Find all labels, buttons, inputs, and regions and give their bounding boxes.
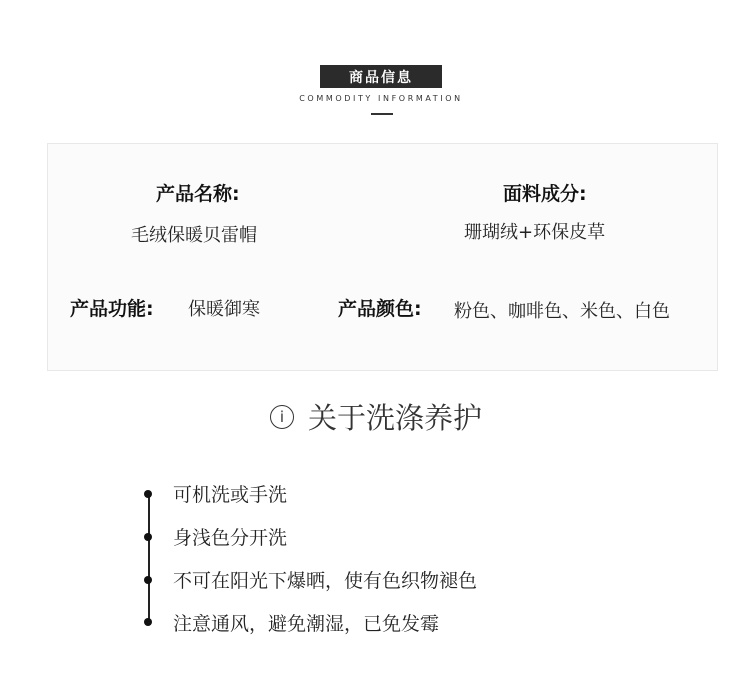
care-item: 不可在阳光下爆晒，使有色织物褪色 — [173, 570, 478, 592]
title-divider — [371, 113, 393, 115]
product-name-label: 产品名称: — [156, 183, 240, 205]
bullet-dot — [144, 490, 152, 498]
function-value: 保暖御寒 — [188, 299, 260, 320]
info-circle-icon: i — [270, 405, 294, 429]
care-item: 可机洗或手洗 — [173, 484, 288, 506]
bullet-dot — [144, 533, 152, 541]
care-item: 身浅色分开洗 — [173, 527, 288, 549]
section-subtitle: COMMODITY INFORMATION — [299, 94, 463, 103]
care-item: 注意通风，避免潮湿，已免发霉 — [173, 613, 440, 635]
care-heading — [270, 396, 482, 437]
material-label: 面料成分: — [503, 183, 587, 205]
care-timeline-line — [148, 494, 150, 622]
section-title-badge — [320, 65, 442, 88]
color-label: 产品颜色: — [338, 298, 422, 320]
product-name-value: 毛绒保暖贝雷帽 — [131, 225, 257, 246]
bullet-dot — [144, 576, 152, 584]
care-title: 关于洗涤养护 — [308, 401, 483, 435]
product-info-panel — [47, 143, 718, 371]
material-value: 珊瑚绒+环保皮草 — [464, 222, 606, 243]
bullet-dot — [144, 618, 152, 626]
color-value: 粉色、咖啡色、米色、白色 — [454, 301, 670, 322]
function-label: 产品功能: — [70, 298, 154, 320]
section-title: 商品信息 — [349, 69, 413, 86]
